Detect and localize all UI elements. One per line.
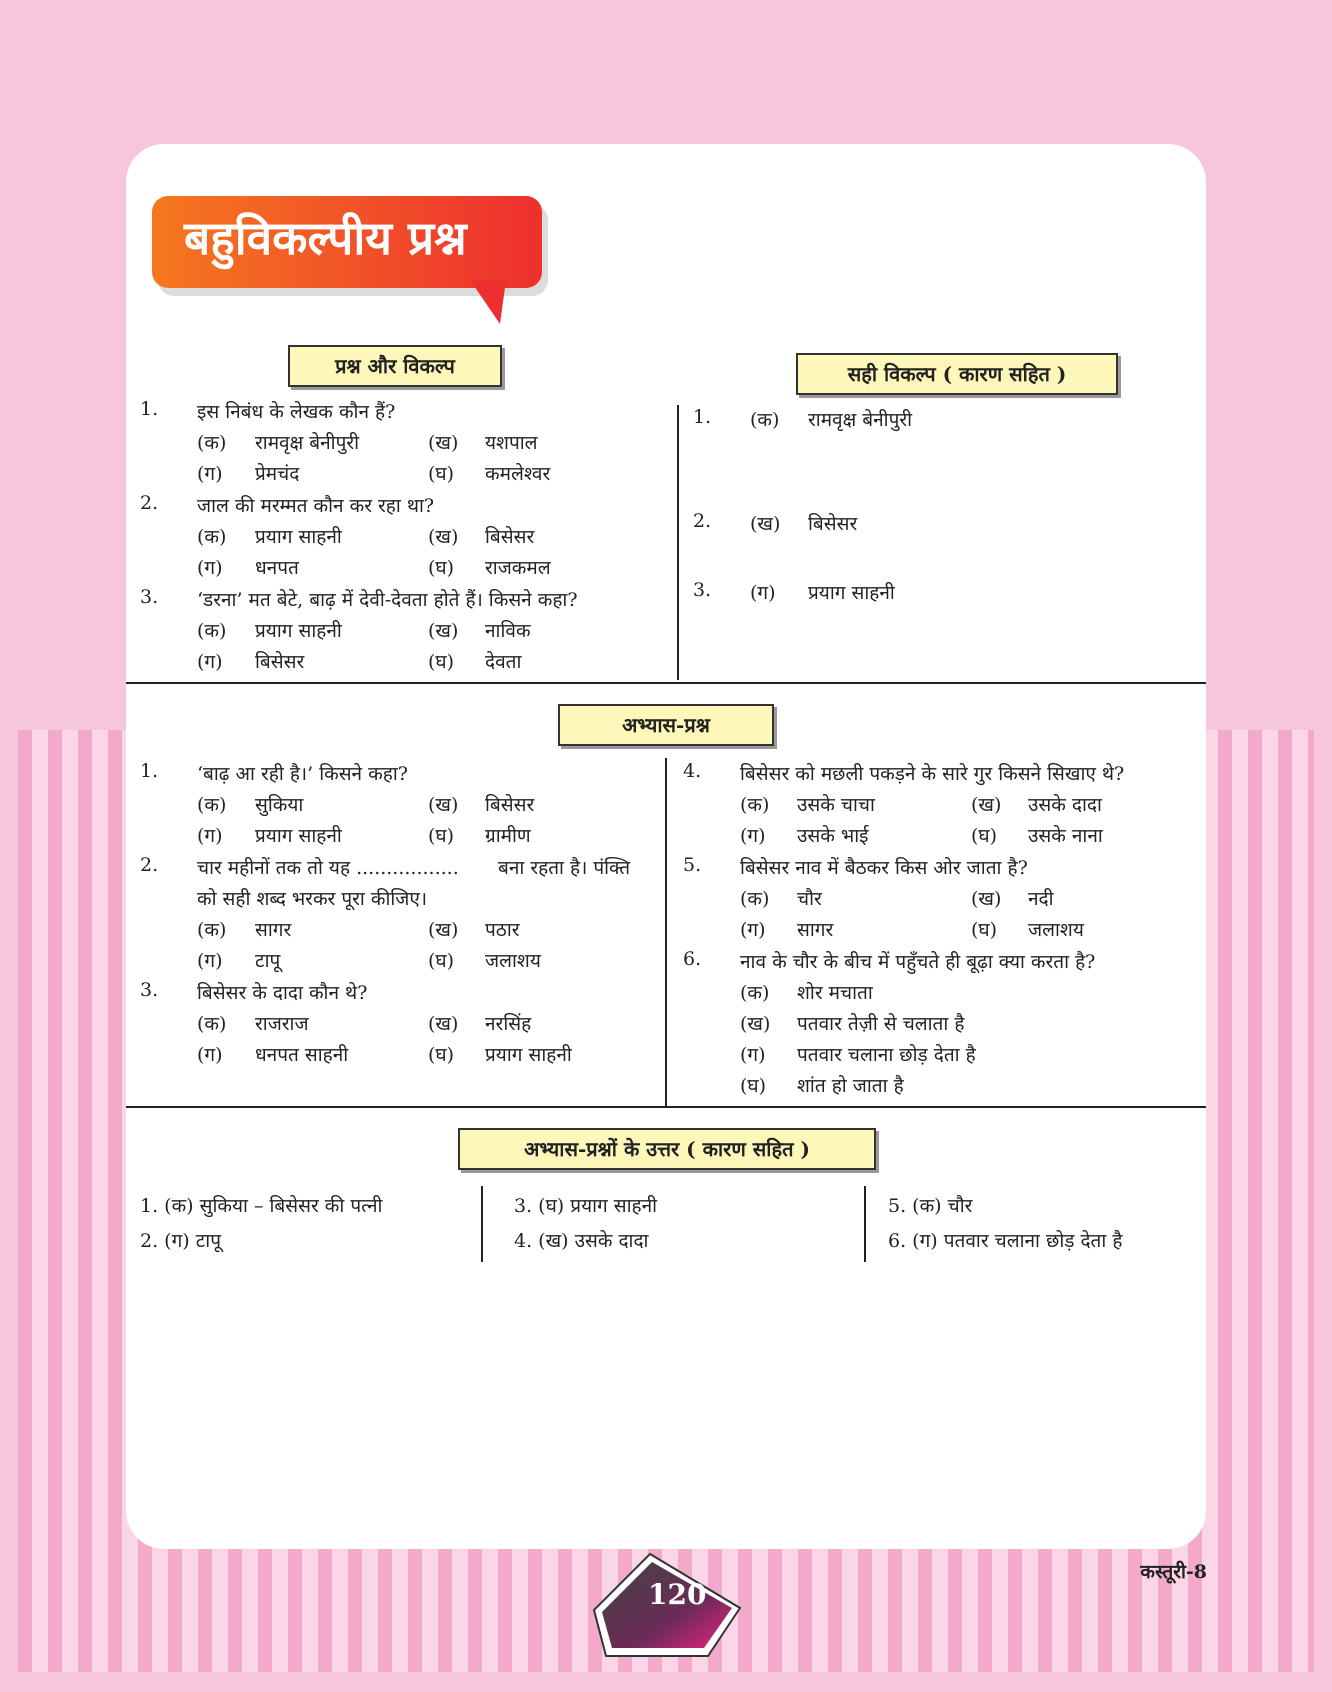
option-label: (क): [740, 982, 770, 1004]
answer-number: 3.: [693, 579, 712, 601]
option-label: (घ): [971, 825, 998, 847]
page-number: 120: [648, 1578, 707, 1611]
option-label: (ख): [428, 919, 459, 941]
question-number: 2.: [140, 854, 159, 876]
option-text: सागर: [255, 919, 292, 941]
option-text: उसके नाना: [1028, 825, 1103, 847]
option-text: प्रयाग साहनी: [255, 526, 342, 548]
practice-answers-heading: अभ्यास-प्रश्नों के उत्तर ( कारण सहित ): [458, 1128, 876, 1170]
option-label: (ग): [740, 825, 766, 847]
option-label: (ग): [197, 557, 223, 579]
option-text: नाविक: [485, 620, 531, 642]
question-text: चार महीनों तक तो यह .................: [197, 857, 459, 879]
answer-text: बिसेसर: [808, 513, 858, 535]
practice-answer-item: 6. (ग) पतवार चलाना छोड़ देता है: [888, 1230, 1123, 1252]
option-label: (ख): [428, 794, 459, 816]
book-name: कस्तूरी-8: [1140, 1561, 1207, 1583]
option-text: बिसेसर: [485, 526, 535, 548]
option-text: ग्रामीण: [485, 825, 531, 847]
option-label: (क): [740, 888, 770, 910]
answer-number: 1.: [693, 406, 712, 428]
option-label: (ग): [197, 950, 223, 972]
practice-answer-item: 1. (क) सुकिया – बिसेसर की पत्नी: [140, 1195, 383, 1217]
question-text: इस निबंध के लेखक कौन हैं?: [197, 401, 396, 423]
question-text: ‘बाढ़ आ रही है।’ किसने कहा?: [197, 763, 408, 785]
option-text: टापू: [255, 950, 281, 972]
option-label: (ख): [740, 1013, 771, 1035]
option-text: प्रयाग साहनी: [255, 825, 342, 847]
option-label: (क): [197, 432, 227, 454]
question-number: 4.: [683, 760, 702, 782]
option-text: देवता: [485, 651, 522, 673]
option-label: (घ): [428, 557, 455, 579]
question-number: 3.: [140, 586, 159, 608]
option-text: जलाशय: [485, 950, 541, 972]
banner-title: बहुविकल्पीय प्रश्न: [184, 211, 467, 265]
option-label: (ख): [428, 620, 459, 642]
question-text: बिसेसर को मछली पकड़ने के सारे गुर किसने सिखाए थे?: [740, 763, 1125, 785]
option-text: पतवार तेज़ी से चलाता है: [797, 1013, 965, 1035]
option-text: सुकिया: [255, 794, 304, 816]
option-label: (क): [197, 526, 227, 548]
option-text: सागर: [797, 919, 834, 941]
option-label: (ग): [740, 919, 766, 941]
option-label: (ग): [197, 825, 223, 847]
option-text: उसके दादा: [1028, 794, 1102, 816]
option-label: (ग): [197, 1044, 223, 1066]
option-text: शोर मचाता: [797, 982, 873, 1004]
section1-bottom-rule: [126, 682, 1206, 684]
question-text: ‘डरना’ मत बेटे, बाढ़ में देवी-देवता होते हैं। किसने कहा?: [197, 589, 578, 611]
option-label: (घ): [428, 950, 455, 972]
option-label: (ख): [971, 888, 1002, 910]
answers-divider-1: [481, 1186, 483, 1262]
question-number: 1.: [140, 760, 159, 782]
option-text: यशपाल: [485, 432, 538, 454]
option-label: (घ): [971, 919, 998, 941]
question-text: बिसेसर नाव में बैठकर किस ओर जाता है?: [740, 857, 1028, 879]
option-text: प्रेमचंद: [255, 463, 300, 485]
practice-answer-item: 2. (ग) टापू: [140, 1230, 222, 1252]
option-label: (घ): [740, 1075, 767, 1097]
option-label: (घ): [428, 825, 455, 847]
answers-divider-2: [864, 1186, 866, 1262]
option-label: (घ): [428, 463, 455, 485]
question-number: 2.: [140, 492, 159, 514]
option-text: उसके चाचा: [797, 794, 875, 816]
option-text: धनपत साहनी: [255, 1044, 349, 1066]
answer-text: प्रयाग साहनी: [808, 582, 895, 604]
option-label: (ख): [428, 432, 459, 454]
option-label: (क): [197, 919, 227, 941]
question-text: बिसेसर के दादा कौन थे?: [197, 982, 368, 1004]
option-text: राजराज: [255, 1013, 309, 1035]
option-label: (क): [197, 1013, 227, 1035]
option-label: (ग): [197, 651, 223, 673]
option-text: नदी: [1028, 888, 1054, 910]
answer-option: (ख): [750, 513, 781, 535]
question-text: को सही शब्द भरकर पूरा कीजिए।: [197, 888, 428, 910]
option-text: बिसेसर: [255, 651, 305, 673]
question-text: जाल की मरम्मत कौन कर रहा था?: [197, 495, 435, 517]
section2-divider: [665, 758, 667, 1108]
option-text: प्रयाग साहनी: [255, 620, 342, 642]
option-text: बिसेसर: [485, 794, 535, 816]
option-label: (ग): [740, 1044, 766, 1066]
option-text: जलाशय: [1028, 919, 1084, 941]
question-number: 1.: [140, 398, 159, 420]
option-label: (क): [197, 794, 227, 816]
banner-tail: [470, 280, 506, 324]
option-label: (क): [740, 794, 770, 816]
option-label: (ग): [197, 463, 223, 485]
practice-heading: अभ्यास-प्रश्न: [558, 704, 774, 746]
section1-divider: [677, 405, 679, 680]
option-text: कमलेश्वर: [485, 463, 551, 485]
option-text: उसके भाई: [797, 825, 869, 847]
option-label: (ख): [428, 1013, 459, 1035]
practice-answer-item: 5. (क) चौर: [888, 1195, 973, 1217]
answer-option: (ग): [750, 582, 776, 604]
question-number: 6.: [683, 948, 702, 970]
option-text: शांत हो जाता है: [797, 1075, 904, 1097]
questions-heading: प्रश्न और विकल्प: [288, 345, 502, 387]
option-label: (घ): [428, 1044, 455, 1066]
option-label: (क): [197, 620, 227, 642]
practice-answer-item: 3. (घ) प्रयाग साहनी: [514, 1195, 658, 1217]
option-label: (घ): [428, 651, 455, 673]
option-text: नरसिंह: [485, 1013, 532, 1035]
option-text: प्रयाग साहनी: [485, 1044, 572, 1066]
option-label: (ख): [428, 526, 459, 548]
question-number: 3.: [140, 979, 159, 1001]
practice-answer-item: 4. (ख) उसके दादा: [514, 1230, 649, 1252]
section2-bottom-rule: [126, 1106, 1206, 1108]
answer-text: रामवृक्ष बेनीपुरी: [808, 409, 913, 431]
option-text: धनपत: [255, 557, 299, 579]
answer-number: 2.: [693, 510, 712, 532]
question-text: नाव के चौर के बीच में पहुँचते ही बूढ़ा क्या करता है?: [740, 951, 1096, 973]
option-label: (ख): [971, 794, 1002, 816]
answers-heading: सही विकल्प ( कारण सहित ): [796, 353, 1118, 395]
question-number: 5.: [683, 854, 702, 876]
option-text: राजकमल: [485, 557, 551, 579]
question-text: बना रहता है। पंक्ति: [498, 857, 631, 879]
option-text: पठार: [485, 919, 520, 941]
option-text: चौर: [797, 888, 822, 910]
option-text: रामवृक्ष बेनीपुरी: [255, 432, 360, 454]
option-text: पतवार चलाना छोड़ देता है: [797, 1044, 976, 1066]
answer-option: (क): [750, 409, 780, 431]
